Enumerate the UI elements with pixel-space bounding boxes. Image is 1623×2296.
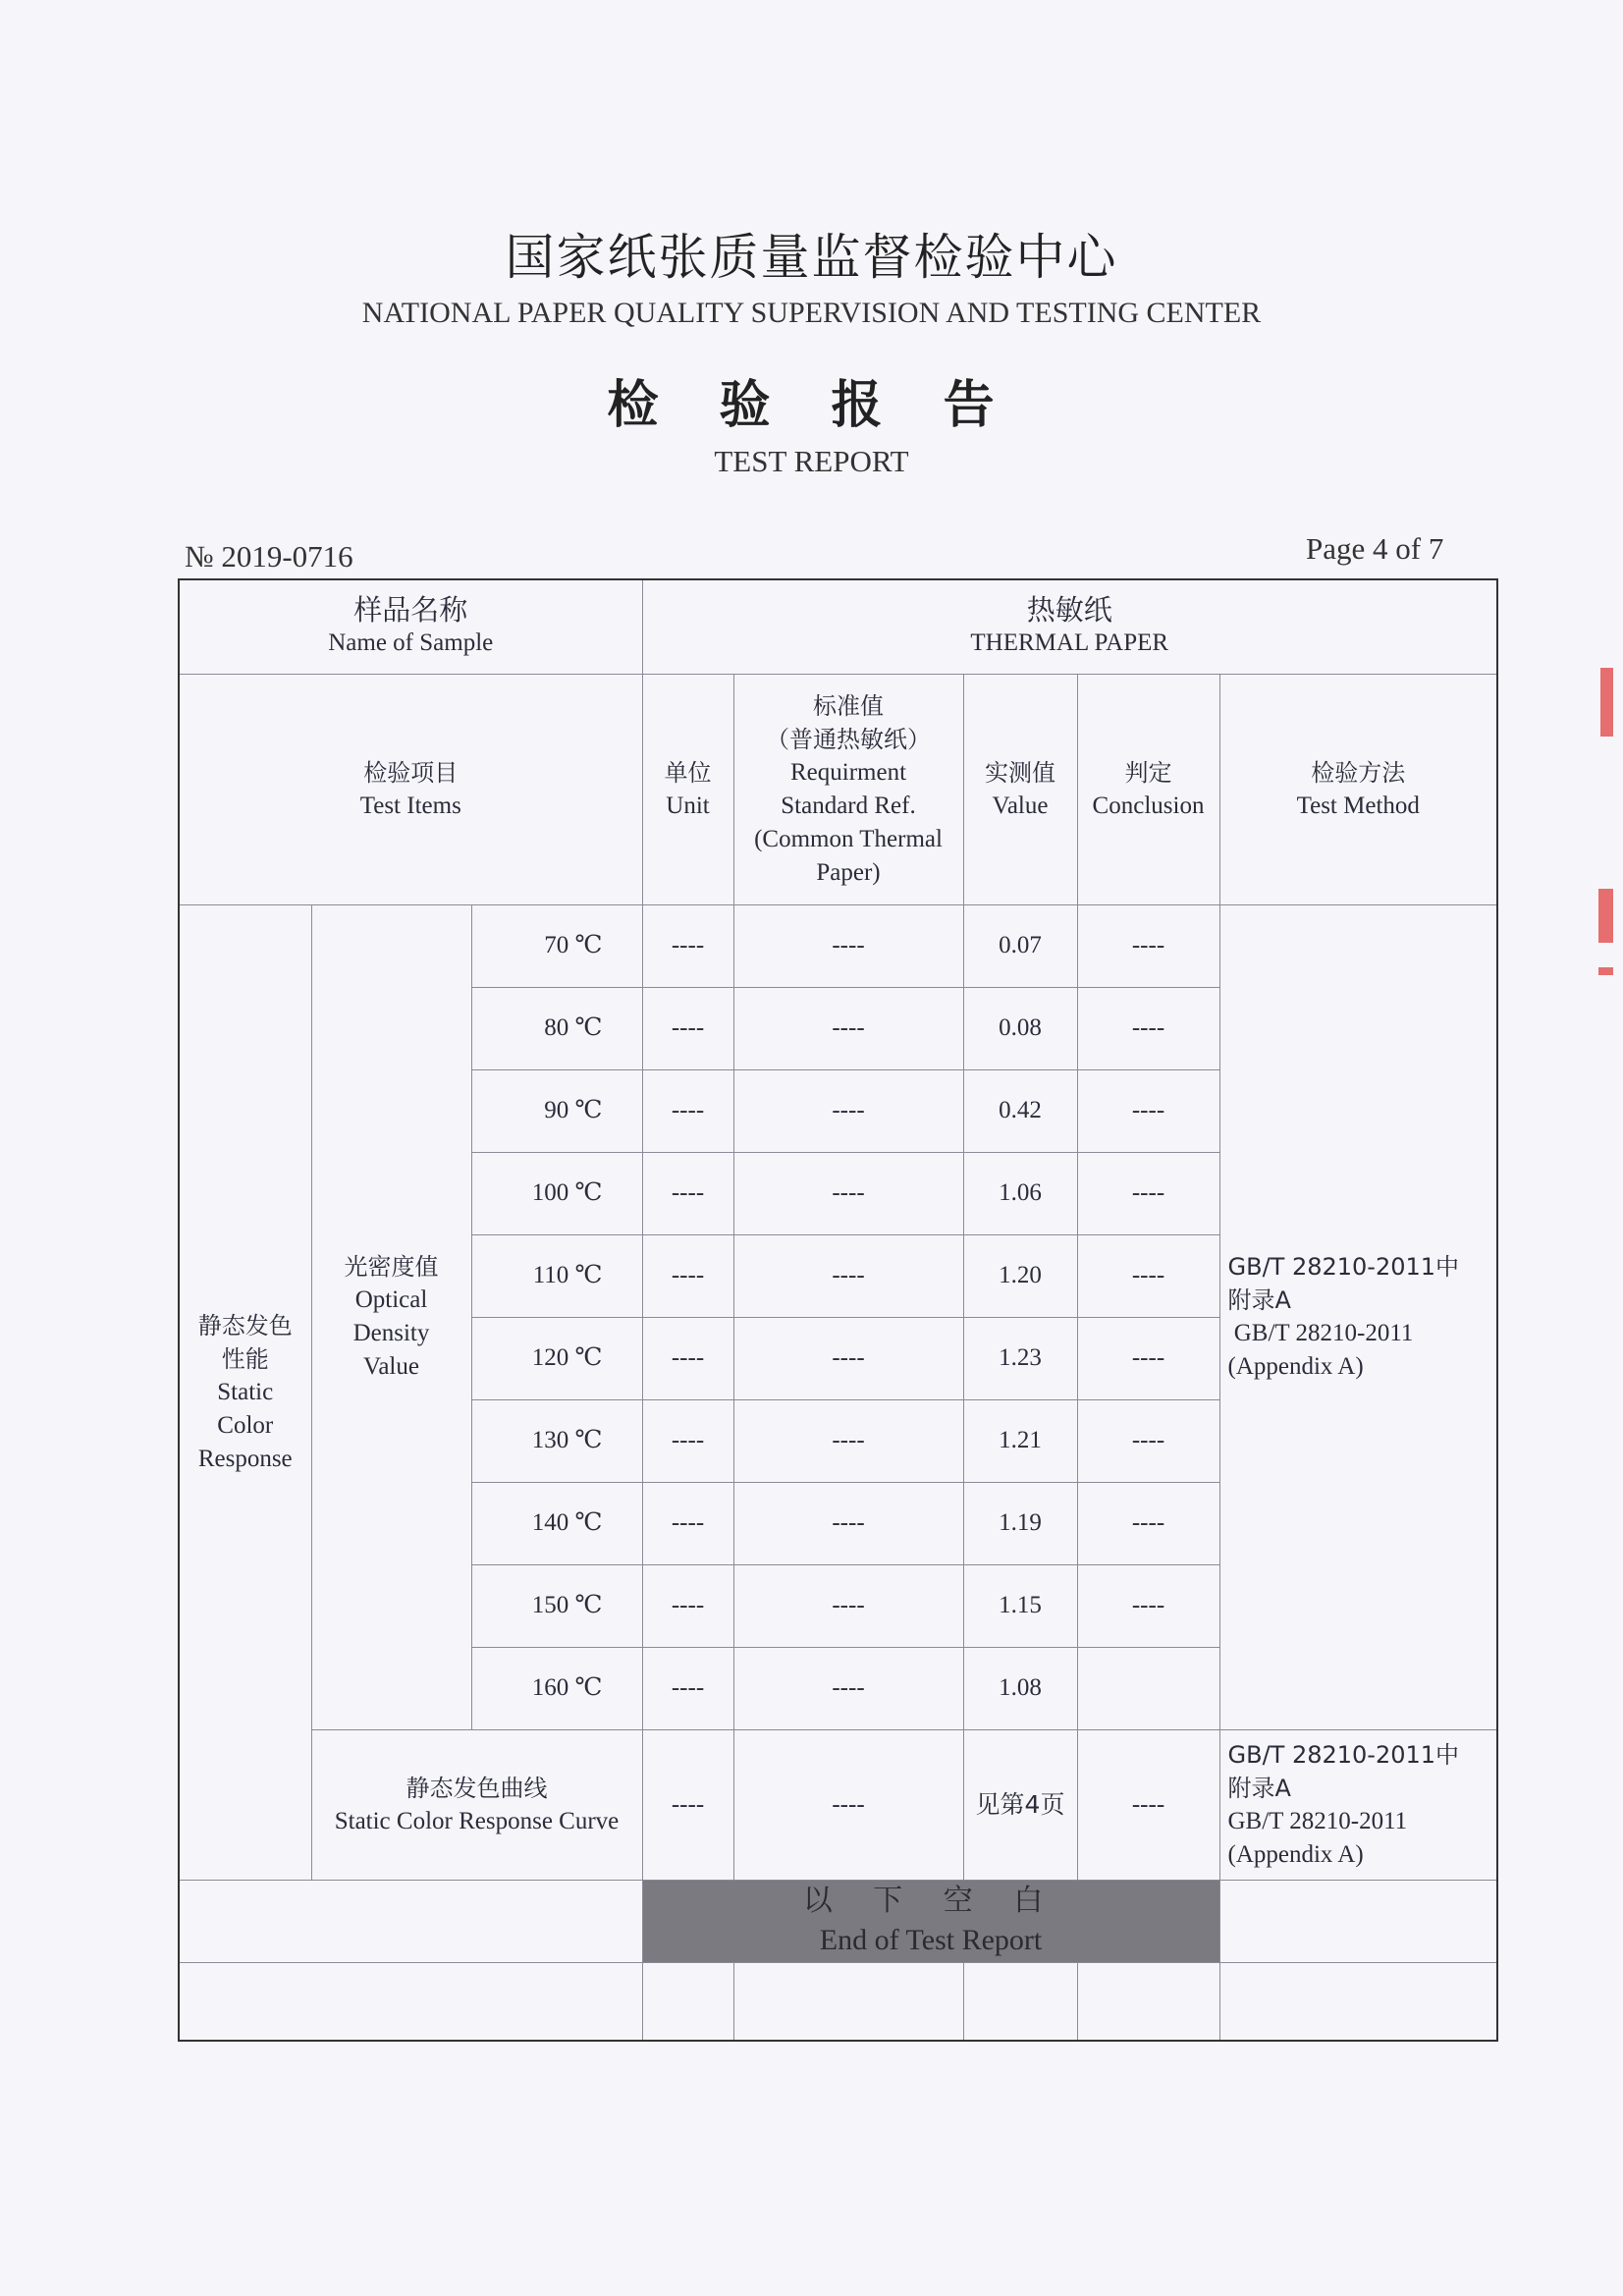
- temp-cell: 150 ℃: [471, 1564, 642, 1647]
- unit-cell: ----: [642, 1152, 733, 1234]
- curve-method-cell: [1219, 1729, 1497, 1880]
- group-en2: Color: [217, 1411, 274, 1439]
- value-cell: 0.08: [963, 987, 1077, 1069]
- col-req-cn1: 标准值: [813, 691, 884, 720]
- empty-cell: [963, 1962, 1077, 2041]
- value-cell: 1.06: [963, 1152, 1077, 1234]
- value-cell: 1.20: [963, 1234, 1077, 1317]
- value-cell: 1.23: [963, 1317, 1077, 1399]
- report-title-cn: 检 验 报 告: [607, 376, 1016, 435]
- empty-cell: [642, 1962, 733, 2041]
- curve-method-line4: (Appendix A): [1227, 1840, 1364, 1868]
- value-cell: 见第4页: [963, 1729, 1077, 1880]
- conclusion-cell: ----: [1077, 987, 1219, 1069]
- temp-cell: 100 ℃: [471, 1152, 642, 1234]
- req-cell: ----: [733, 1399, 963, 1482]
- temp-cell: 80 ℃: [471, 987, 642, 1069]
- report-number: № 2019-0716: [185, 539, 353, 574]
- unit-cell: ----: [642, 1647, 733, 1729]
- report-title-en: TEST REPORT: [714, 444, 909, 478]
- method-line2: 附录A: [1227, 1286, 1291, 1314]
- value-cell: 0.42: [963, 1069, 1077, 1152]
- col-test-items-en: Test Items: [359, 792, 461, 819]
- curve-method-line3: GB/T 28210-2011: [1227, 1807, 1408, 1834]
- empty-cell: [1219, 1880, 1497, 1962]
- curve-item-en: Static Color Response Curve: [334, 1807, 620, 1834]
- temp-cell: 140 ℃: [471, 1482, 642, 1564]
- unit-cell: ----: [642, 1069, 733, 1152]
- subgroup-en1: Optical: [354, 1286, 428, 1313]
- sample-label-cn: 样品名称: [353, 593, 468, 628]
- unit-cell: ----: [642, 1564, 733, 1647]
- group-en1: Static: [217, 1378, 274, 1405]
- conclusion-cell: [1077, 1647, 1219, 1729]
- value-cell: 1.19: [963, 1482, 1077, 1564]
- conclusion-cell: ----: [1077, 1729, 1219, 1880]
- sample-label-cell: [179, 579, 642, 674]
- col-method-cn: 检验方法: [1311, 758, 1406, 787]
- col-test-items: [179, 674, 642, 904]
- req-cell: ----: [733, 1482, 963, 1564]
- temp-cell: 130 ℃: [471, 1399, 642, 1482]
- col-req-en3: (Common Thermal: [754, 825, 943, 852]
- org-title-cn: 国家纸张质量监督检验中心: [505, 229, 1118, 286]
- empty-cell: [179, 1962, 642, 2041]
- group-static-color-response: [179, 904, 311, 1880]
- test-report-table: [178, 578, 1498, 2042]
- end-banner-en: End of Test Report: [819, 1924, 1043, 1956]
- conclusion-cell: ----: [1077, 1234, 1219, 1317]
- method-line4: (Appendix A): [1227, 1353, 1364, 1380]
- subgroup-optical-density: [311, 904, 471, 1729]
- end-of-report-banner: [642, 1880, 1219, 1962]
- req-cell: ----: [733, 1317, 963, 1399]
- unit-cell: ----: [642, 1729, 733, 1880]
- conclusion-cell: ----: [1077, 1482, 1219, 1564]
- col-req-en1: Requirment: [789, 758, 907, 786]
- seal-edge-mark: [1600, 668, 1613, 737]
- org-title-en: NATIONAL PAPER QUALITY SUPERVISION AND TESTING CENTER: [361, 297, 1262, 329]
- col-method-en: Test Method: [1296, 792, 1420, 819]
- col-value-cn: 实测值: [985, 758, 1055, 787]
- conclusion-cell: ----: [1077, 1152, 1219, 1234]
- unit-cell: ----: [642, 1234, 733, 1317]
- col-req-cn2: （普通热敏纸）: [766, 725, 931, 753]
- empty-cell: [733, 1962, 963, 2041]
- col-req-en2: Standard Ref.: [781, 792, 916, 819]
- conclusion-cell: ----: [1077, 904, 1219, 987]
- page-indicator: Page 4 of 7: [1306, 531, 1444, 566]
- group-cn1: 静态发色: [197, 1311, 293, 1339]
- value-cell: 1.08: [963, 1647, 1077, 1729]
- col-unit-cn: 单位: [664, 758, 712, 787]
- end-banner-cn: 以 下 空 白: [802, 1884, 1059, 1918]
- method-line1: GB/T 28210-2011中: [1227, 1253, 1460, 1281]
- column-header-row: [179, 674, 1497, 904]
- subgroup-cn: 光密度值: [344, 1253, 439, 1281]
- temp-cell: 120 ℃: [471, 1317, 642, 1399]
- empty-cell: [1077, 1962, 1219, 2041]
- value-cell: 1.15: [963, 1564, 1077, 1647]
- unit-cell: ----: [642, 904, 733, 987]
- req-cell: ----: [733, 1234, 963, 1317]
- unit-cell: ----: [642, 1317, 733, 1399]
- group-cn2: 性能: [221, 1344, 269, 1373]
- empty-cell: [179, 1880, 642, 1962]
- conclusion-cell: ----: [1077, 1399, 1219, 1482]
- curve-method-line2: 附录A: [1227, 1774, 1291, 1802]
- subgroup-en2: Density: [352, 1320, 430, 1346]
- sample-name-cn: 热敏纸: [1026, 593, 1112, 628]
- temp-cell: 70 ℃: [471, 904, 642, 987]
- temp-cell: 160 ℃: [471, 1647, 642, 1729]
- method-cell: [1219, 904, 1497, 1729]
- col-value: [963, 674, 1077, 904]
- sample-row: [179, 579, 1497, 674]
- conclusion-cell: ----: [1077, 1069, 1219, 1152]
- req-cell: ----: [733, 1564, 963, 1647]
- req-cell: ----: [733, 904, 963, 987]
- temp-cell: 110 ℃: [471, 1234, 642, 1317]
- col-test-items-cn: 检验项目: [363, 758, 459, 787]
- group-en3: Response: [197, 1445, 293, 1472]
- col-unit-en: Unit: [666, 792, 710, 819]
- subgroup-en3: Value: [363, 1353, 419, 1380]
- col-method: [1219, 674, 1497, 904]
- col-value-en: Value: [992, 792, 1049, 819]
- value-cell: 0.07: [963, 904, 1077, 987]
- unit-cell: ----: [642, 987, 733, 1069]
- blank-row: [179, 1962, 1497, 2041]
- unit-cell: ----: [642, 1482, 733, 1564]
- curve-item-cn: 静态发色曲线: [406, 1774, 548, 1802]
- col-unit: [642, 674, 733, 904]
- sample-label-en: Name of Sample: [328, 629, 494, 657]
- req-cell: ----: [733, 987, 963, 1069]
- empty-cell: [1219, 1962, 1497, 2041]
- sample-name-en: THERMAL PAPER: [970, 629, 1169, 657]
- curve-method-line1: GB/T 28210-2011中: [1227, 1740, 1460, 1769]
- temp-cell: 90 ℃: [471, 1069, 642, 1152]
- req-cell: ----: [733, 1729, 963, 1880]
- end-row: [179, 1880, 1497, 1962]
- req-cell: ----: [733, 1069, 963, 1152]
- value-cell: 1.21: [963, 1399, 1077, 1482]
- sample-name-cell: [642, 579, 1497, 674]
- col-conclusion: [1077, 674, 1219, 904]
- seal-edge-mark: [1598, 889, 1613, 943]
- conclusion-cell: ----: [1077, 1564, 1219, 1647]
- table-row: [179, 904, 1497, 987]
- col-conclusion-cn: 判定: [1124, 758, 1172, 787]
- col-conclusion-en: Conclusion: [1092, 792, 1205, 819]
- unit-cell: ----: [642, 1399, 733, 1482]
- method-line3: GB/T 28210-2011: [1227, 1320, 1414, 1346]
- conclusion-cell: ----: [1077, 1317, 1219, 1399]
- req-cell: ----: [733, 1647, 963, 1729]
- curve-row: [179, 1729, 1497, 1880]
- col-req-en4: Paper): [816, 858, 881, 886]
- seal-edge-mark: [1598, 967, 1613, 975]
- curve-item-cell: [311, 1729, 642, 1880]
- req-cell: ----: [733, 1152, 963, 1234]
- col-requirement: [733, 674, 963, 904]
